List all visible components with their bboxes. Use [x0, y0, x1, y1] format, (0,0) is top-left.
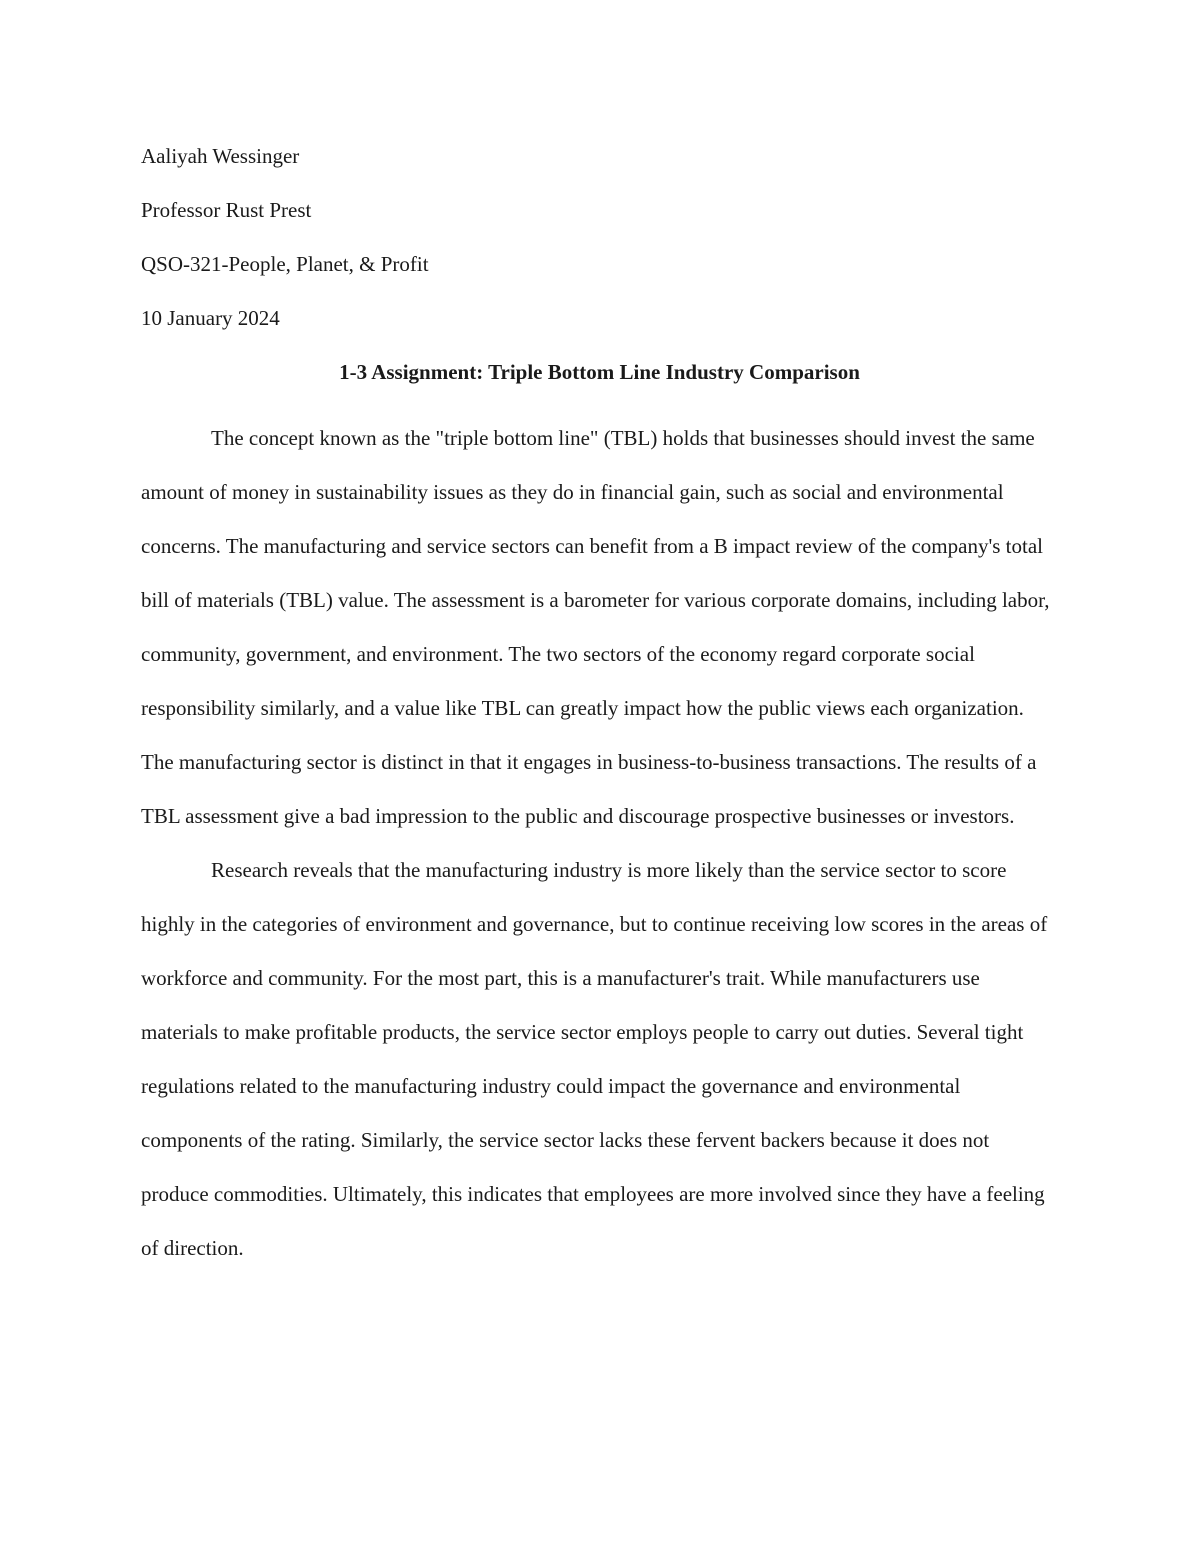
professor-name: Professor Rust Prest — [141, 198, 312, 222]
document-body — [141, 411, 1058, 1275]
body-paragraph-2: Research reveals that the manufacturing industry is more likely than the service sector to score highly in the categories of environment and governance, but to continue receiving low scores in the areas of workforce and community. For the most part, this is a manufacturer's trait. While manufacturers use materials to make profitable products, the service sector employs people to carry out duties. Several tight regulations related to the manufacturing industry could impact the governance and environmental components of the rating. Similarly, the service sector lacks these fervent backers because it does not produce commodities. Ultimately, this indicates that employees are more involved since they have a feeling of direction. — [141, 858, 1048, 1260]
course-name: QSO-321-People, Planet, & Profit — [141, 252, 429, 276]
document-date: 10 January 2024 — [141, 306, 280, 330]
document-title: 1-3 Assignment: Triple Bottom Line Industry Comparison — [339, 360, 860, 384]
student-name: Aaliyah Wessinger — [141, 144, 300, 168]
body-paragraph-1: The concept known as the "triple bottom line" (TBL) holds that businesses should invest the same amount of money in sustainability issues as they do in financial gain, such as social and environmental concerns. The manufacturing and service sectors can benefit from a B impact review of the company's total bill of materials (TBL) value. The assessment is a barometer for various corporate domains, including labor, community, government, and environment. The two sectors of the economy regard corporate social responsibility similarly, and a value like TBL can greatly impact how the public views each organization. The manufacturing sector is distinct in that it engages in business-to-business transactions. The results of a TBL assessment give a bad impression to the public and discourage prospective businesses or investors. — [141, 426, 1050, 828]
